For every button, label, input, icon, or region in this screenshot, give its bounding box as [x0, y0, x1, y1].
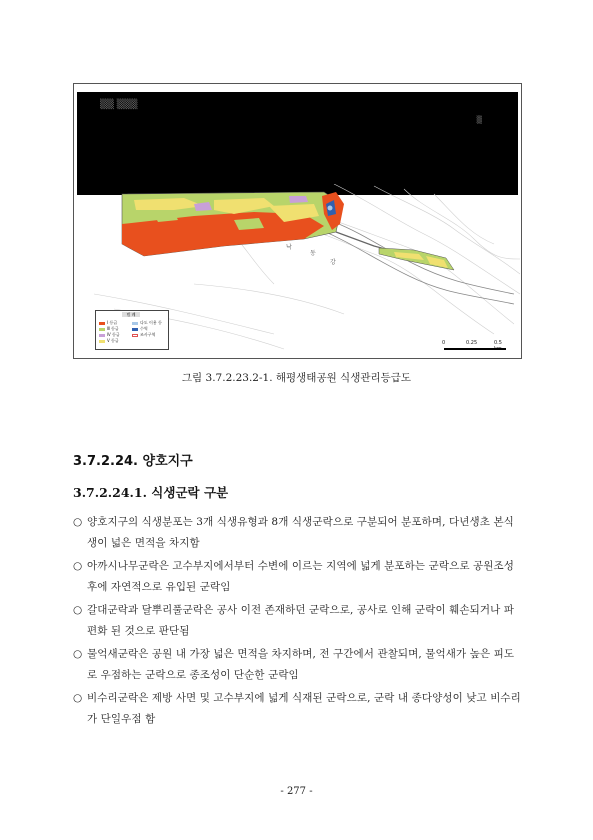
legend-swatch	[99, 328, 105, 331]
river-bank-line	[319, 229, 514, 304]
legend-swatch	[132, 334, 138, 337]
bullet-item: ○ 갈대군락과 달뿌리풀군락은 공사 이전 존재하던 군락으로, 공사로 인해 군락이 훼손되거나 파편화 된 것으로 판단됨	[73, 600, 523, 642]
legend-swatch	[132, 322, 138, 325]
legend-swatch	[99, 340, 105, 343]
subsection-heading: 3.7.2.24.1. 식생군락 구분	[73, 485, 229, 500]
legend-item: 수역	[132, 326, 148, 331]
legend-item: Ⅰ 등급	[99, 320, 117, 325]
map-legend	[95, 310, 169, 350]
use-area-zone	[328, 206, 333, 211]
bullet-mark: ○	[73, 516, 83, 528]
bullet-list	[73, 512, 523, 732]
grade-3-zone	[234, 218, 264, 230]
legend-item: 다도 이용 등	[132, 320, 162, 325]
bullet-mark: ○	[73, 692, 83, 704]
bullet-mark: ○	[73, 648, 83, 660]
redacted-map-header	[77, 92, 518, 195]
bullet-item: ○ 양호지구의 식생분포는 3개 식생유형과 8개 식생군락으로 구분되어 분포하며, 다년생초 본식생이 넓은 면적을 차지함	[73, 512, 523, 554]
legend-item: Ⅳ 등급	[99, 332, 120, 337]
legend-item: 조사구역	[132, 332, 155, 337]
scale-bar	[444, 340, 510, 352]
bullet-item: ○ 물억새군락은 공원 내 가장 넓은 면적을 차지하며, 전 구간에서 관찰되며, 물억새가 높은 피도로 우점하는 군락으로 종조성이 단순한 군락임	[73, 644, 523, 686]
legend-swatch	[99, 322, 105, 325]
blurred-map-title: ▒▒ ▒▒▒	[100, 100, 138, 110]
bullet-mark: ○	[73, 560, 83, 572]
legend-item: Ⅴ 등급	[99, 338, 119, 343]
river-label-2: 동	[310, 250, 316, 257]
scale-segment	[476, 348, 506, 350]
legend-item: Ⅲ 등급	[99, 326, 119, 331]
river-label-1: 낙	[286, 244, 292, 251]
section-heading: 3.7.2.24. 양호지구	[73, 454, 193, 469]
river-label-3: 강	[330, 259, 336, 266]
legend-swatch	[132, 328, 138, 331]
bullet-mark: ○	[73, 604, 83, 616]
grade-4-zone	[289, 196, 308, 203]
page-number: - 277 -	[280, 786, 313, 797]
scale-tick-1: 0.25	[466, 340, 478, 346]
scale-tick-0: 0	[442, 340, 446, 346]
bullet-item: ○ 비수리군락은 제방 사면 및 고수부지에 넓게 식재된 군락으로, 군락 내 종다양성이 낮고 비수리가 단일우점 함	[73, 688, 523, 730]
scale-tick-2: 0.5	[494, 340, 502, 346]
figure-frame	[73, 83, 522, 359]
bullet-item: ○ 아까시나무군락은 고수부지에서부터 수변에 이르는 지역에 넓게 분포하는 군락으로 공원조성 후에 자연적으로 유입된 군락임	[73, 556, 523, 598]
scale-segment	[444, 348, 476, 350]
blurred-map-mark: ▒	[476, 116, 482, 124]
legend-swatch	[99, 334, 105, 337]
figure-caption: 그림 3.7.2.23.2-1. 해평생태공원 식생관리등급도	[181, 372, 412, 384]
legend-title: 범 례	[122, 312, 140, 317]
